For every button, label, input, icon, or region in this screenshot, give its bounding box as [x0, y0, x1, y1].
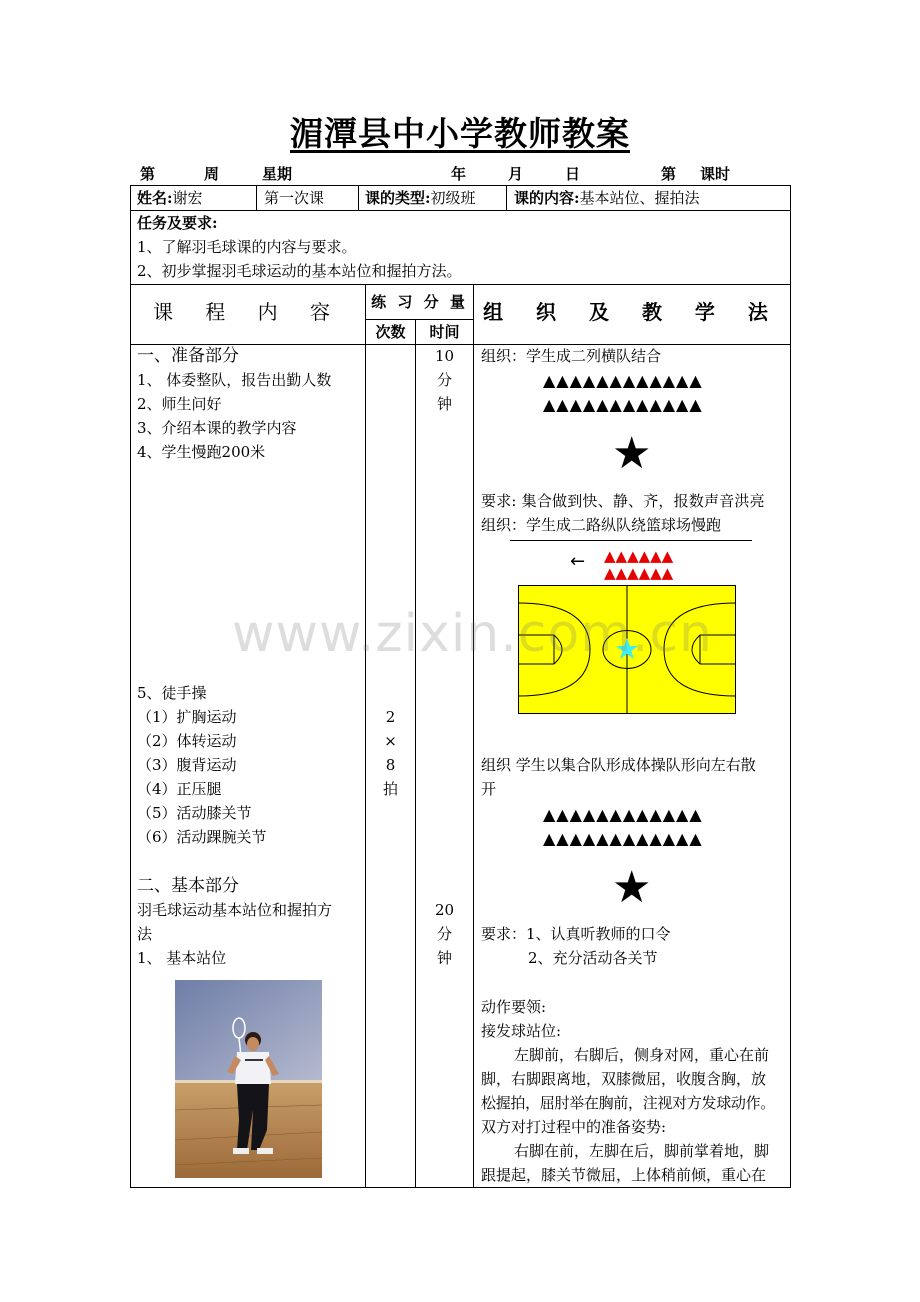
basic-duration-value: 20	[434, 901, 455, 919]
col-course-content: 课 程 内 容	[152, 300, 344, 324]
org1-text: 组织：学生成二列横队结合	[481, 347, 662, 365]
content-label: 课的内容:	[514, 189, 580, 207]
border	[790, 185, 791, 1188]
serve-text: 松握拍，屈肘举在胸前，注视对方发球动作。	[481, 1094, 776, 1112]
border	[358, 185, 359, 211]
tasks-heading: 任务及要求:	[137, 214, 218, 232]
border	[130, 284, 791, 285]
teacher-star-icon: ★	[612, 428, 652, 479]
header-zhou: 周	[204, 165, 220, 183]
formation-row-1: ▲▲▲▲▲▲▲▲▲▲▲▲	[543, 371, 703, 390]
serve-text: 左脚前，右脚后，侧身对网，重心在前	[514, 1046, 770, 1064]
req2-text: 要求：1、认真听教师的口令	[481, 925, 671, 943]
prep-item: 1、 体委整队，报告出勤人数	[137, 371, 332, 389]
name-label: 姓名:	[137, 189, 173, 207]
border	[256, 185, 257, 211]
prep-item: 4、学生慢跑200米	[137, 443, 266, 461]
ready-text: 右脚在前，左脚在后，脚前掌着地，脚	[514, 1142, 770, 1160]
lesson-number: 第一次课	[264, 189, 325, 207]
header-di: 第	[661, 165, 677, 183]
formation-row-2: ▲▲▲▲▲▲▲▲▲▲▲▲	[543, 395, 703, 414]
header-keshi: 课时	[700, 165, 731, 183]
task-item: 1、了解羽毛球课的内容与要求。	[137, 238, 357, 256]
exercise-title: 5、徒手操	[137, 684, 207, 702]
divider	[510, 540, 752, 541]
exercise-item: （4）正压腿	[137, 780, 222, 798]
essentials-title: 动作要领:	[481, 998, 547, 1016]
header-week: 第	[140, 165, 156, 183]
prep-item: 2、师生问好	[137, 395, 222, 413]
exercise-item: （6）活动踝腕关节	[137, 828, 267, 846]
border	[473, 284, 474, 1188]
reps-value: 8	[385, 756, 396, 774]
header-xingqi: 星期	[262, 165, 293, 183]
basic-duration-unit: 分	[436, 925, 452, 943]
col-times: 次数	[375, 323, 406, 341]
ready-text: 跟提起，膝关节微屈，上体稍前倾，重心在	[481, 1166, 767, 1184]
exercise-item: （1）扩胸运动	[137, 708, 237, 726]
border	[415, 319, 416, 1188]
exercise-item: （2）体转运动	[137, 732, 237, 750]
org2-text: 组织：学生成二路纵队绕篮球场慢跑	[481, 516, 722, 534]
border	[506, 185, 507, 211]
prep-duration-value: 10	[434, 347, 455, 365]
org3-text: 开	[481, 780, 497, 798]
ready-title: 双方对打过程中的准备姿势:	[481, 1118, 667, 1136]
reps-value: 拍	[382, 780, 398, 798]
page-title: 湄潭县中小学教师教案	[290, 114, 630, 153]
watermark: www.zixin.com.cn	[232, 604, 713, 664]
name-value: 谢宏	[172, 189, 203, 207]
reps-value: ×	[384, 732, 397, 750]
req1-text: 要求: 集合做到快、静、齐，报数声音洪亮	[481, 492, 765, 510]
col-duration: 时间	[429, 323, 460, 341]
badminton-stance-photo	[175, 980, 322, 1178]
prep-duration-unit: 分	[436, 371, 452, 389]
prep-item: 3、介绍本课的教学内容	[137, 419, 297, 437]
arrow-left-icon: ←	[570, 551, 586, 572]
header-nian: 年	[451, 165, 467, 183]
content-value: 基本站位、握拍法	[579, 189, 700, 207]
basic-desc: 羽毛球运动基本站位和握拍方	[137, 901, 333, 919]
teacher-star-icon: ★	[612, 862, 652, 913]
req2-text: 2、充分活动各关节	[528, 949, 658, 967]
basic-title: 二、基本部分	[137, 876, 239, 896]
reps-value: 2	[385, 708, 396, 726]
basic-desc: 法	[137, 925, 153, 943]
border	[130, 210, 791, 211]
prep-title: 一、准备部分	[137, 346, 239, 366]
col-practice: 练 习 分 量	[371, 293, 468, 311]
header-yue: 月	[508, 165, 524, 183]
type-value: 初级班	[430, 189, 476, 207]
header-ri: 日	[565, 165, 581, 183]
basic-duration-unit: 钟	[436, 949, 452, 967]
serve-text: 脚，右脚跟离地，双膝微屈，收腹含胸，放	[481, 1070, 767, 1088]
exercise-item: （3）腹背运动	[137, 756, 237, 774]
org3-text: 组织 学生以集合队形成体操队形向左右散	[481, 756, 756, 774]
red-formation-row-2: ▲▲▲▲▲▲	[604, 564, 674, 582]
border	[130, 1187, 791, 1188]
border	[130, 185, 131, 1188]
exercise-item: （5）活动膝关节	[137, 804, 252, 822]
serve-title: 接发球站位:	[481, 1022, 562, 1040]
red-formation-row-1: ▲▲▲▲▲▲	[604, 547, 674, 565]
formation-row-3: ▲▲▲▲▲▲▲▲▲▲▲▲	[543, 805, 703, 824]
col-org: 组 织 及 教 学 法	[483, 300, 781, 324]
prep-duration-unit: 钟	[436, 395, 452, 413]
formation-row-4: ▲▲▲▲▲▲▲▲▲▲▲▲	[543, 829, 703, 848]
basic-item: 1、 基本站位	[137, 949, 227, 967]
type-label: 课的类型:	[365, 189, 431, 207]
task-item: 2、初步掌握羽毛球运动的基本站位和握拍方法。	[137, 262, 462, 280]
